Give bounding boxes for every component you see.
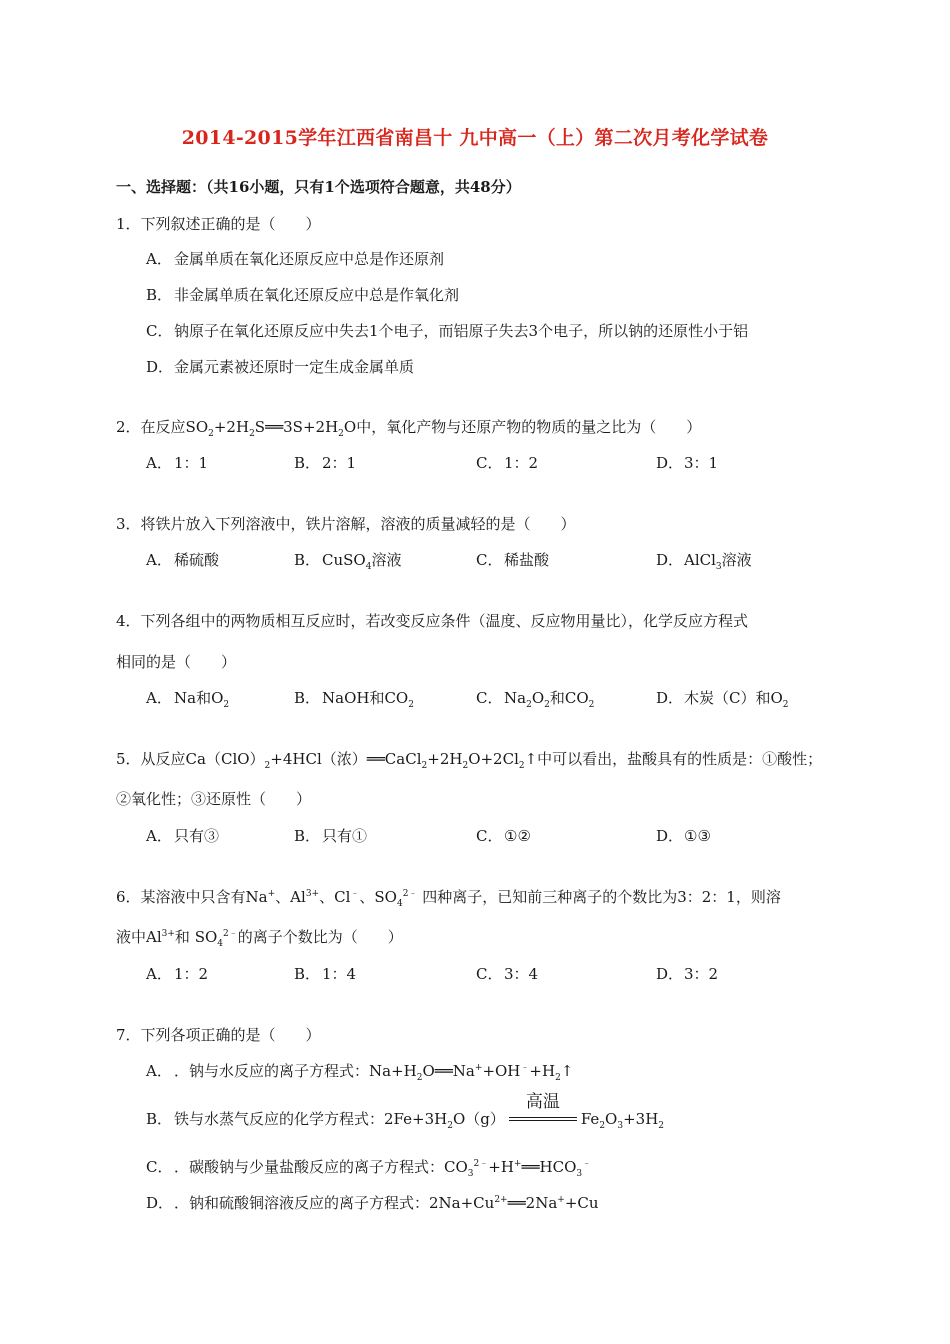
question-4-option-b[interactable]: B． NaOH和$CO_2$	[294, 689, 414, 710]
question-6-option-b[interactable]: B． 1：4	[294, 965, 357, 983]
question-6-option-c[interactable]: C． 3：4	[476, 965, 539, 983]
question-4-stem-line2: 相同的是（ ）	[116, 653, 237, 671]
question-5-option-c[interactable]: C． ①②	[476, 827, 531, 845]
question-7-stem: 7．下列各项正确的是（ ）	[116, 1026, 321, 1044]
question-4-stem-line1: 4．下列各组中的两物质相互反应时，若改变反应条件（温度、反应物用量比），化学反应方程式	[116, 612, 749, 630]
question-3-options	[0, 550, 950, 570]
question-4-option-c[interactable]: C． $Na_2O_2$和$CO_2$	[476, 689, 595, 710]
reaction-condition-arrow: 高温	[509, 1110, 577, 1130]
section-heading: 一、选择题：（共16小题，只有1个选项符合题意，共48分）	[116, 178, 521, 196]
question-4-option-d[interactable]: D．木炭（C）和$O_2$	[656, 689, 789, 710]
question-5-option-d[interactable]: D．①③	[656, 827, 711, 845]
question-1-option-d[interactable]: D．金属元素被还原时一定生成金属单质	[146, 358, 415, 376]
question-2-option-c[interactable]: C． 1：2	[476, 454, 539, 472]
question-2-option-b[interactable]: B． 2：1	[294, 454, 357, 472]
question-5-option-b[interactable]: B． 只有①	[294, 827, 368, 845]
question-2-options	[0, 453, 950, 473]
question-4-options	[0, 688, 950, 708]
question-6-option-d[interactable]: D．3：2	[656, 965, 719, 983]
question-3-option-c[interactable]: C． 稀盐酸	[476, 551, 550, 569]
question-6-stem-line1: 6．某溶液中只含有Na+、$Al^{3+}$、Cl﹣、$SO_4^{2﹣}$ 四种离子，已知前三种离子的个数比为3：2：1，则溶	[116, 888, 781, 909]
question-1-option-a[interactable]: A． 金属单质在氧化还原反应中总是作还原剂	[146, 250, 445, 268]
question-1-stem: 1．下列叙述正确的是（ ）	[116, 215, 321, 233]
question-5-option-a[interactable]: A． 只有③	[146, 827, 220, 845]
question-7-option-b[interactable]: B． 铁与水蒸气反应的化学方程式：$2Fe+3H_2O(g)$ 高温 $Fe_2O_3+3H_2$	[146, 1092, 665, 1131]
question-3-option-b[interactable]: B． CuSO$_4$溶液	[294, 551, 402, 572]
question-5-stem-line2: ②氧化性；③还原性（ ）	[116, 790, 312, 808]
question-1-option-b[interactable]: B． 非金属单质在氧化还原反应中总是作氧化剂	[146, 286, 460, 304]
question-2-option-d[interactable]: D．3：1	[656, 454, 719, 472]
question-2-option-a[interactable]: A． 1：1	[146, 454, 209, 472]
question-7-option-d[interactable]: D．．钠和硫酸铜溶液反应的离子方程式：$2Na+Cu^{2+}══2Na^++Cu$	[146, 1194, 599, 1212]
question-7-option-c[interactable]: C． ．碳酸钠与少量盐酸反应的离子方程式：$CO_3^{2﹣}+H^+══HCO_3^﹣$	[146, 1158, 592, 1179]
question-6-options	[0, 964, 950, 984]
question-2-stem: 2．在反应$SO_2+2H_2S══3S+2H_2O$中，氧化产物与还原产物的物质的量之比为（ ）	[116, 418, 702, 439]
page-title: 2014-2015学年江西省南昌十 九中高一（上）第二次月考化学试卷	[181, 127, 769, 149]
question-7-option-a[interactable]: A． ．钠与水反应的离子方程式：$Na+H_2O══Na^++OH^﹣+H_2↑$	[146, 1062, 574, 1083]
question-3-option-d[interactable]: D．AlCl$_3$溶液	[656, 551, 752, 572]
question-5-stem-line1: 5．从反应$Ca(ClO)_2+4HCl$（浓）$══CaCl_2+2H_2O+2Cl_2↑$中可以看出，盐酸具有的性质是：①酸性；	[116, 750, 823, 771]
question-3-option-a[interactable]: A． 稀硫酸	[146, 551, 220, 569]
question-4-option-a[interactable]: A． Na和$O_2$	[146, 689, 230, 710]
question-6-option-a[interactable]: A． 1：2	[146, 965, 209, 983]
question-3-stem: 3．将铁片放入下列溶液中，铁片溶解，溶液的质量减轻的是（ ）	[116, 515, 576, 533]
question-1-option-c[interactable]: C． 钠原子在氧化还原反应中失去1个电子，而铝原子失去3个电子，所以钠的还原性小于铝	[146, 322, 749, 340]
question-6-stem-line2: 液中$Al^{3+}$和 $SO_4^{2﹣}$的离子个数比为（ ）	[116, 928, 403, 949]
question-5-options	[0, 826, 950, 846]
